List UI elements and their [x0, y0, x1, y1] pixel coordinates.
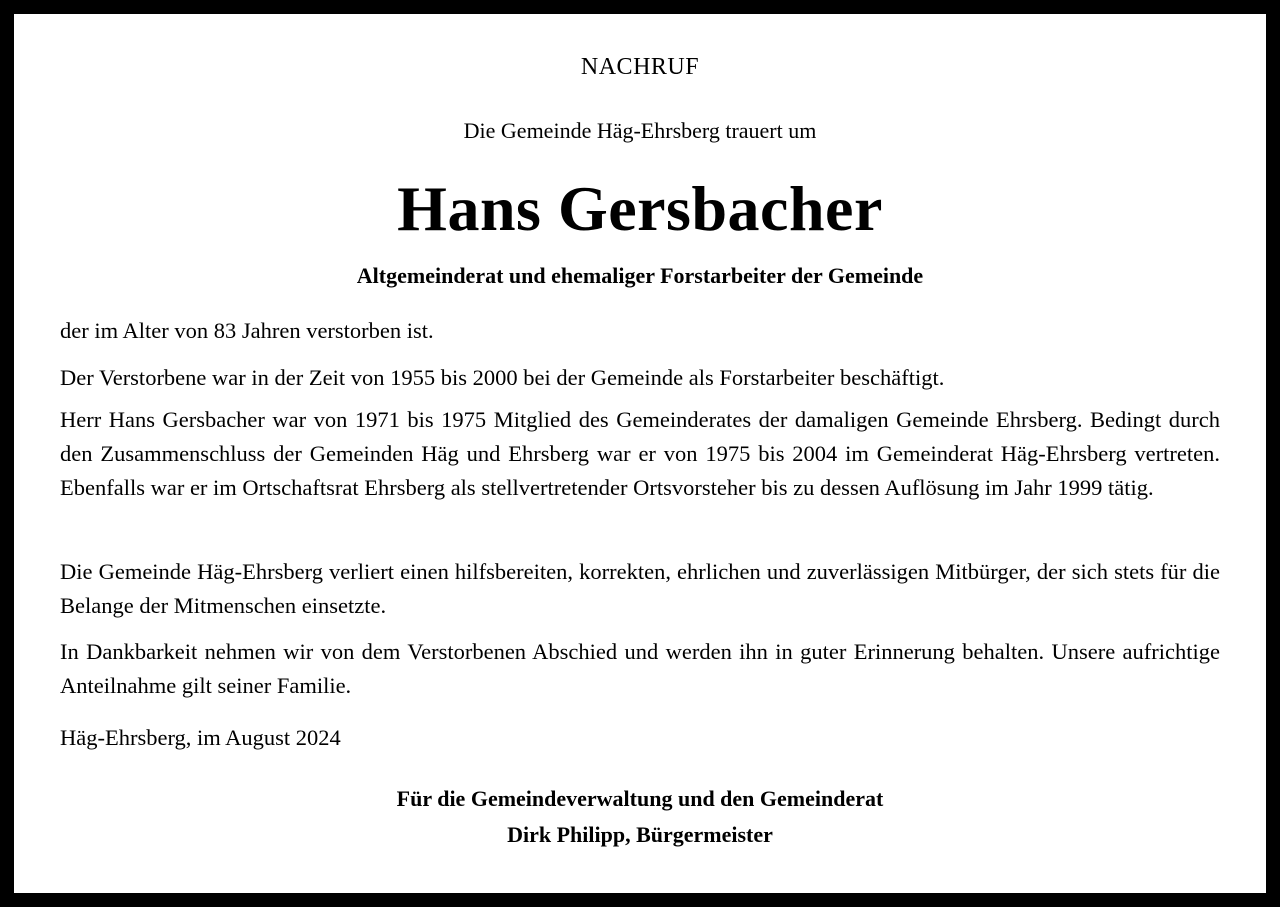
paragraph-text: Herr Hans Gersbacher war von 1971 bis 1975 Mitglied des Gemeinderates der damaligen Gemeinde Ehrsberg. Bedingt durch den Zusammenschluss der Gemeinden Häg und Ehrsberg war er von 1975 bis 2004 im Gemeinderat Häg-Ehrsberg vertreten. Ebenfalls war er im Ortschaftsrat Ehrsberg als stellvertretender Ortsvorsteher bis zu dessen Auflösung im Jahr 1999 tätig.	[60, 407, 1220, 500]
paragraph-career	[60, 361, 1220, 395]
signature-organization: Für die Gemeindeverwaltung und den Gemeinderat	[396, 786, 884, 811]
obituary-notice	[14, 14, 1266, 893]
deceased-name: Hans Gersbacher	[397, 173, 883, 244]
place-date-text: Häg-Ehrsberg, im August 2024	[60, 725, 341, 750]
paragraph-text: der im Alter von 83 Jahren verstorben ist.	[60, 318, 434, 343]
paragraph-text: In Dankbarkeit nehmen wir von dem Verstorbenen Abschied und werden ihn in guter Erinnerung behalten. Unsere aufrichtige Anteilnahme gilt seiner Familie.	[60, 639, 1220, 698]
paragraph-council	[60, 403, 1220, 505]
paragraph-text: Die Gemeinde Häg-Ehrsberg verliert einen hilfsbereiten, korrekten, ehrlichen und zuverlässigen Mitbürger, der sich stets für die Belange der Mitmenschen einsetzte.	[60, 559, 1220, 618]
signature-mayor: Dirk Philipp, Bürgermeister	[507, 822, 773, 847]
paragraph-age	[60, 314, 1220, 348]
paragraph-farewell	[60, 635, 1220, 703]
paragraph-text: Der Verstorbene war in der Zeit von 1955 bis 2000 bei der Gemeinde als Forstarbeiter beschäftigt.	[60, 365, 945, 390]
notice-kicker: NACHRUF	[580, 54, 700, 80]
deceased-title: Altgemeinderat und ehemaliger Forstarbeiter der Gemeinde	[356, 263, 924, 288]
notice-intro: Die Gemeinde Häg-Ehrsberg trauert um	[463, 118, 817, 143]
place-date	[60, 721, 1220, 755]
paragraph-tribute	[60, 555, 1220, 623]
